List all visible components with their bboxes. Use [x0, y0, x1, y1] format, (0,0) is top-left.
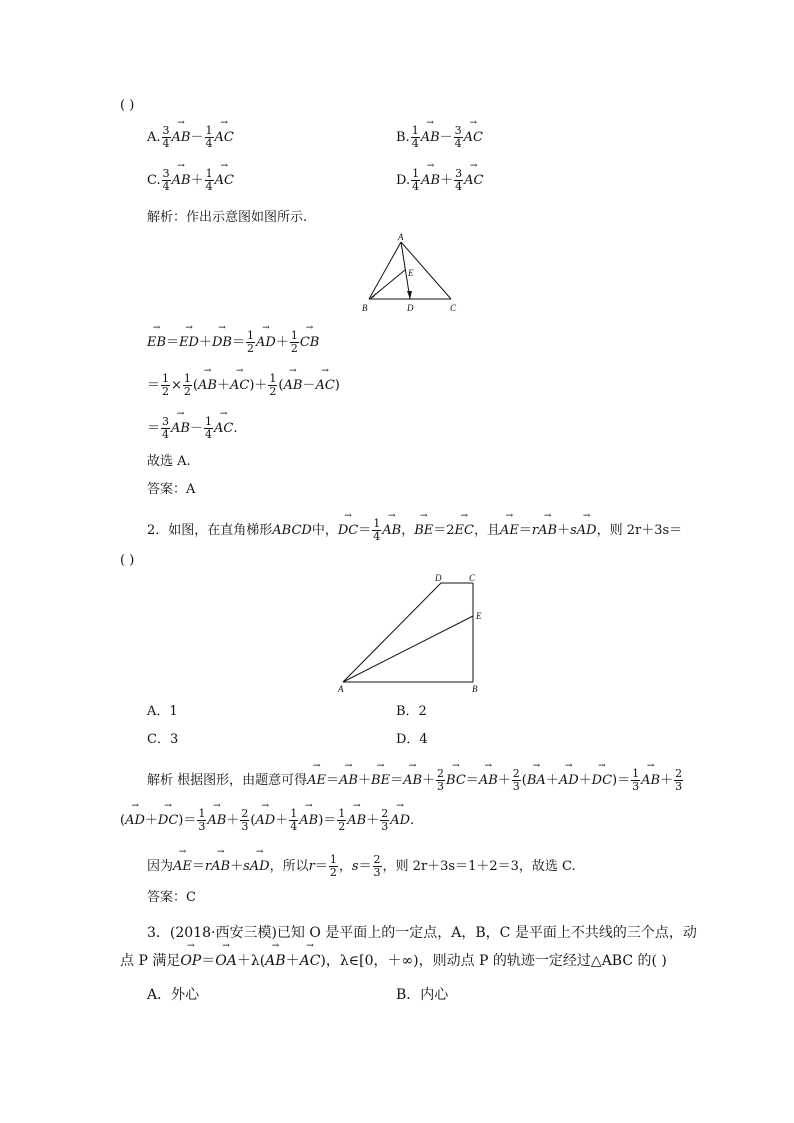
q3-stem-line-1: 3．(2018·西安三模)已知 O 是平面上的一定点，A，B，C 是平面上不共线的三个点，动 [147, 925, 697, 941]
q1-option-d: D. $\frac{1}{4}$ → AB＋ $\frac{3}{4}$ → AC [396, 168, 483, 193]
label-d: D [407, 303, 414, 313]
label-c: C [469, 573, 476, 583]
label-b: B [472, 684, 478, 694]
q1-derivation-line-2: ＝ $\frac{1}{2}$ × $\frac{1}{2}$ (→ AB＋→ AC)＋ $\frac{1}{2}$ (→ AB－→ AC) [147, 373, 340, 398]
q2-analysis-line-2: (→ AD＋→ DC)＝ $\frac{1}{3}$ → AB＋ $\frac{2}{3}$ (→ AD＋ $\frac{1}{4}$ → AB)＝ $\frac{1}{2}$ → AB＋ $\frac{2}{3}$ → AD. [120, 808, 414, 833]
q1-choice: 故选 A. [147, 454, 191, 469]
q3-option-b: B．内心 [396, 987, 449, 1003]
q2-answer-blank: ( ) [120, 553, 135, 568]
label-b: B [362, 303, 368, 313]
q1-option-b: B. $\frac{1}{4}$ → AB－ $\frac{3}{4}$ → AC [396, 125, 483, 150]
q1-option-a: A. $\frac{3}{4}$ → AB－ $\frac{1}{4}$ → AC [147, 125, 234, 150]
q2-conclusion: 因为→ AE＝r→ AB＋s→ AD，所以r＝ $\frac{1}{2}$ ，s＝ $\frac{2}{3}$ ，则 2r＋3s＝1＋2＝3，故选 C. [147, 854, 576, 879]
label-d: D [435, 573, 442, 583]
q1-derivation-line-1: → EB＝→ ED＋→ DB＝ $\frac{1}{2}$ → AD＋ $\frac{1}{2}$ → CB [147, 330, 319, 355]
q3-stem-line-2: 点 P 满足→ OP＝→ OA＋λ(→ AB＋→ AC)，λ∈[0，＋∞)，则动点 P 的轨迹一定经过△ABC 的( ) [120, 952, 667, 970]
q2-stem: 2．如图，在直角梯形ABCD中，→ DC＝ $\frac{1}{4}$ → AB，→ BE＝2→ EC，且→ AE＝r→ AB＋s→ AD，则 2r＋3s＝ [147, 518, 682, 543]
q1-answer-blank: ( ) [120, 98, 135, 113]
label-a: A [398, 232, 404, 242]
q3-option-a: A．外心 [147, 987, 200, 1003]
trapezoid-figure [333, 572, 493, 694]
q2-analysis-line-1: 解析 根据图形，由题意可得→ AE＝→ AB＋→ BE＝→ AB＋ $\frac{2}{3}$ → BC＝→ AB＋ $\frac{2}{3}$ (→ BA＋→ AD＋→ DC)＝ $\frac{1}{3}$ → AB＋ $\frac{2}{3}$ [147, 768, 684, 793]
q1-option-c: C. $\frac{3}{4}$ → AB＋ $\frac{1}{4}$ → AC [147, 168, 234, 193]
q2-option-b: B．2 [396, 704, 427, 719]
q2-answer: 答案：C [147, 890, 196, 905]
label-e: E [476, 611, 482, 621]
label-c: C [450, 303, 457, 313]
q2-option-c: C．3 [147, 732, 179, 747]
triangle-figure [355, 232, 465, 314]
label-e: E [408, 268, 414, 278]
q2-option-a: A．1 [147, 704, 178, 719]
q1-derivation-line-3: ＝ $\frac{3}{4}$ → AB－ $\frac{1}{4}$ → AC. [147, 416, 237, 441]
q1-analysis-intro: 解析：作出示意图如图所示. [147, 210, 308, 225]
q1-answer: 答案：A [147, 482, 196, 497]
q2-option-d: D．4 [396, 732, 428, 747]
label-a: A [338, 684, 344, 694]
